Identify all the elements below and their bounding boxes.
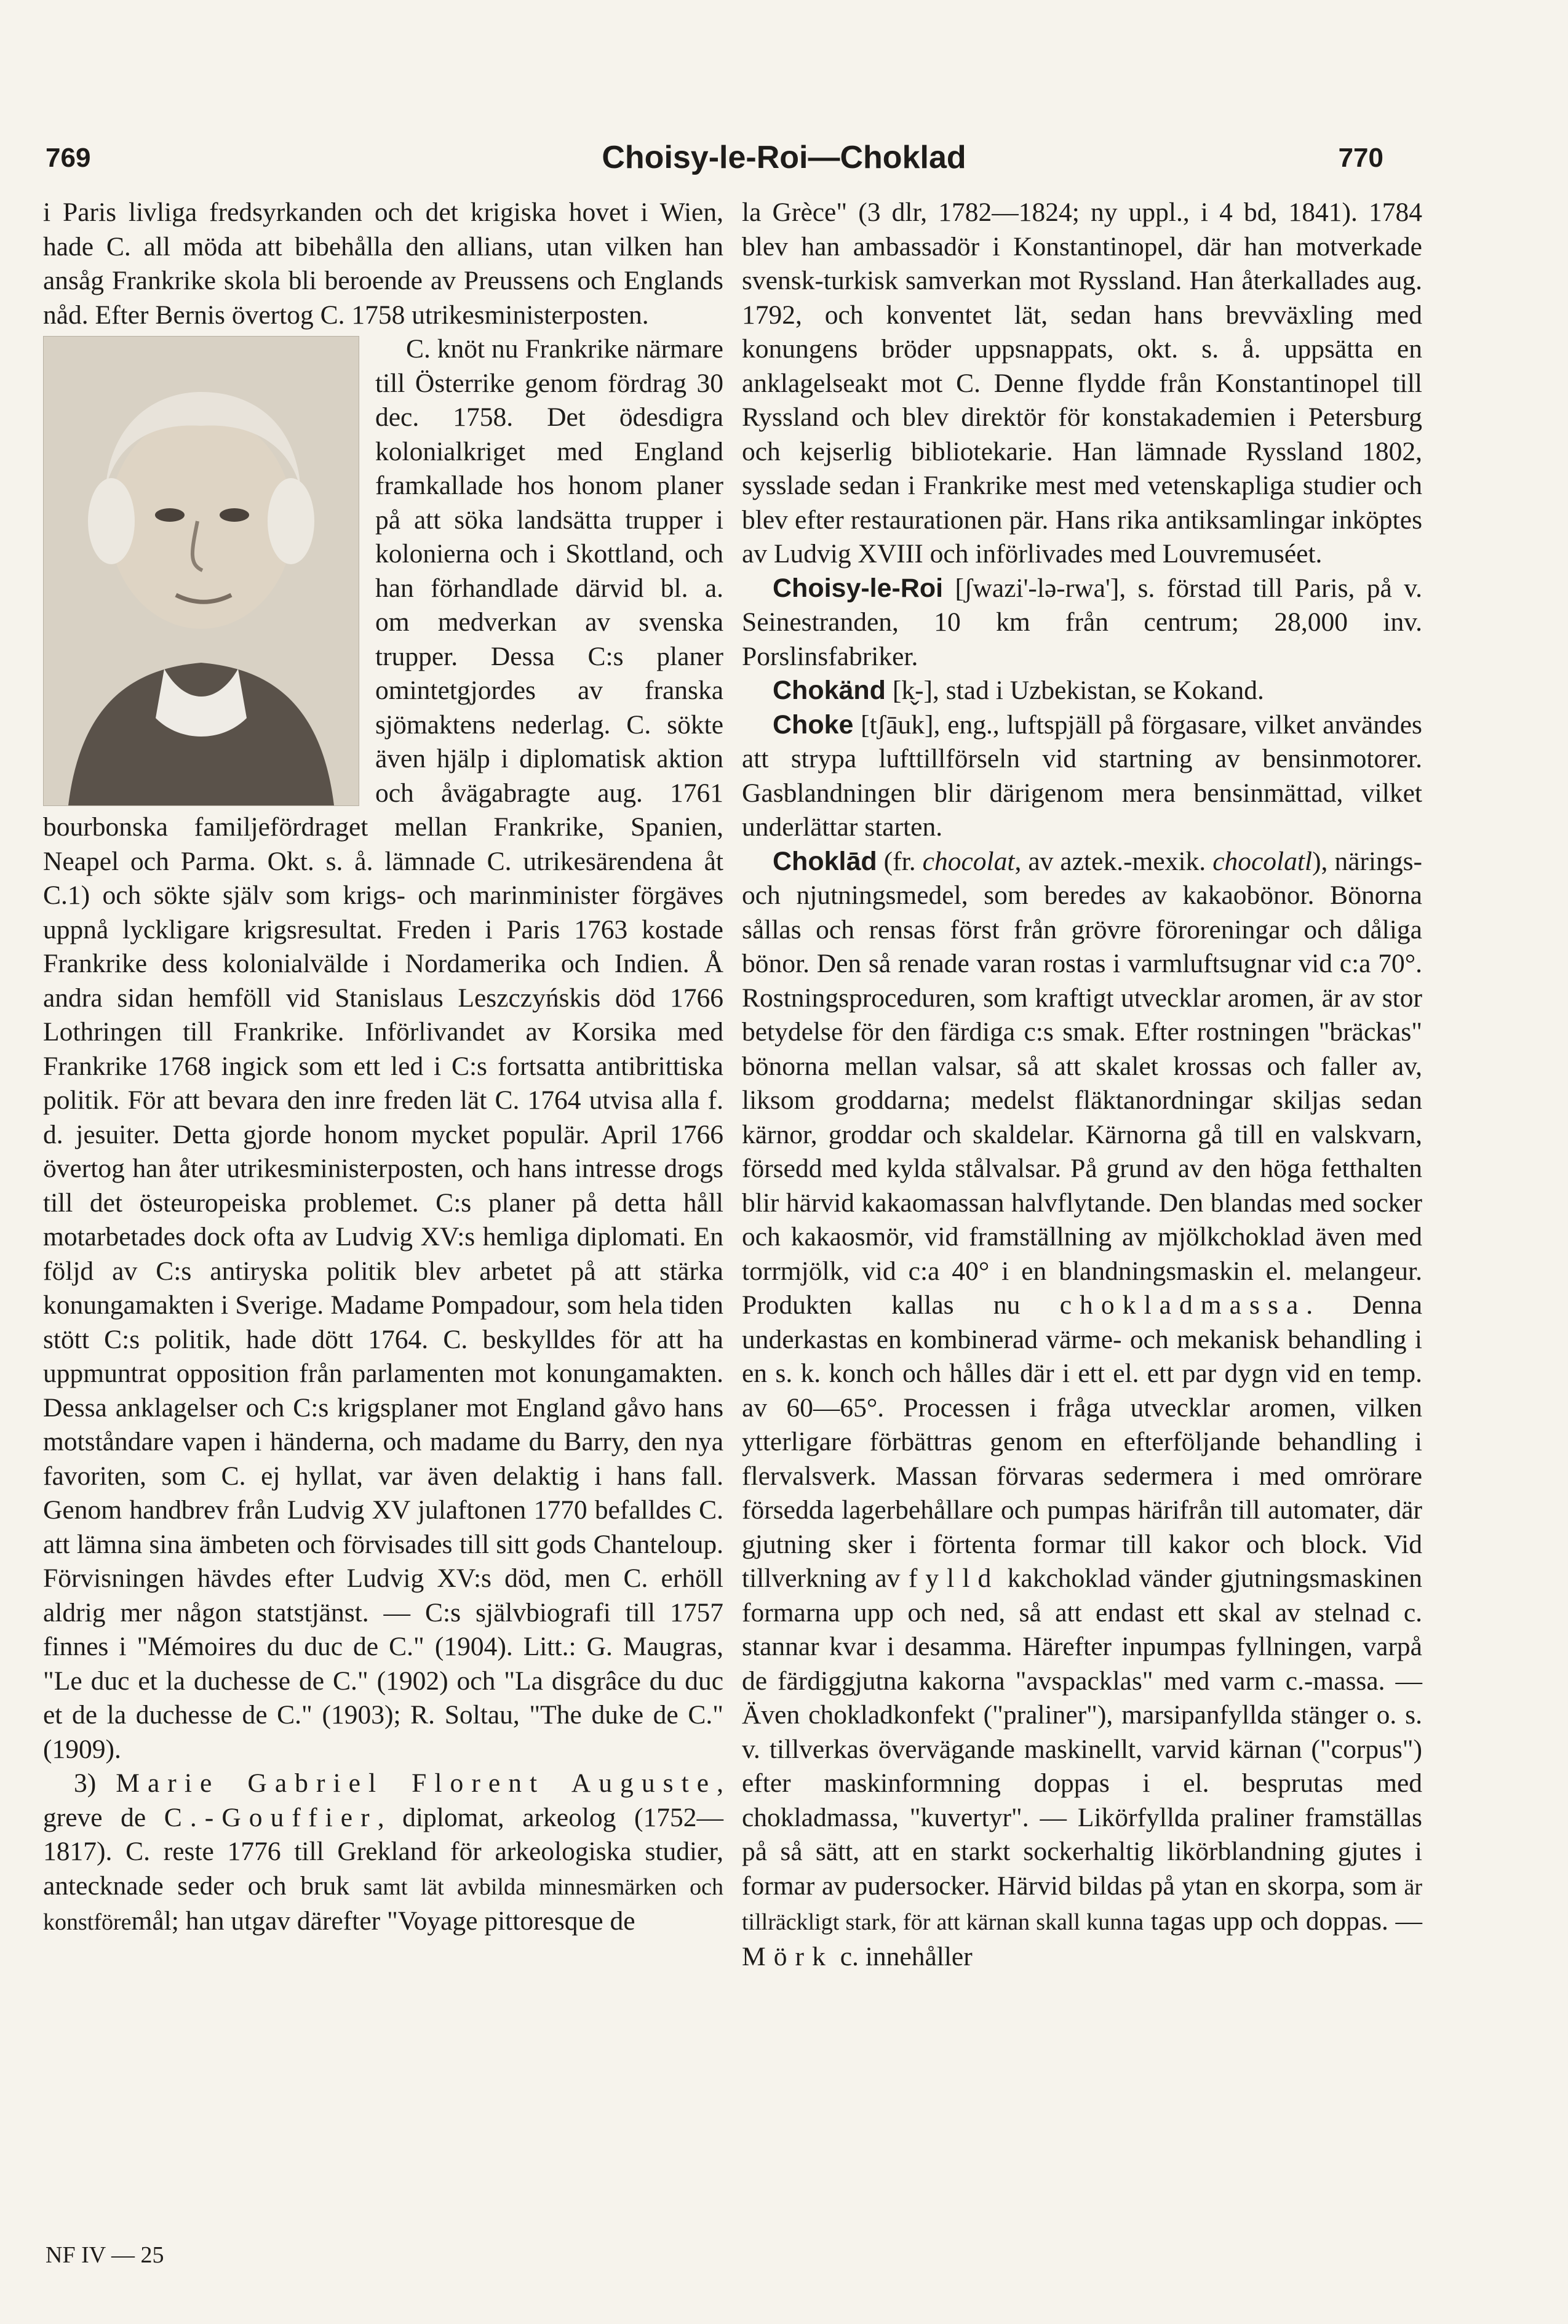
- paragraph-entry-3: [43, 1767, 723, 1940]
- spaced-term: chokladmassa: [1059, 1290, 1307, 1320]
- text: mål; han utgav därefter "Voyage pittoresque de: [131, 1906, 635, 1936]
- paragraph-with-portrait: [43, 332, 723, 1767]
- paragraph-text: C. knöt nu Frankrike närmare till Österrike genom fördrag 30 dec. 1758. Det ödesdigra kolonialkriget med England framkallade hos honom planer på att söka landsätta trupper i kolonierna och i Skottland, och han förhandlade därvid bl. a. om medverkan av svenska trupper. Dessa C:s planer omintetgjordes av franska sjömaktens nederlag. C. sökte även hjälp i diplomatisk aktion och åvägabragte aug. 1761 bourbonska familjefördraget mellan Frankrike, Spanien, Neapel och Parma. Okt. s. å. lämnade C. utrikesärendena åt C.1) och sökte själv som krigs- och marinminister förgäves uppnå lyckligare krigsresultat. Freden i Paris 1763 kostade Frankrike dess kolonialvälde i Nordamerika och Indien. Å andra sidan hemföll vid Stanislaus Leszczyńskis död 1766 Lothringen till Frankrike. Införlivandet av Korsika med Frankrike 1768 ingick som ett led i C:s fortsatta antibrittiska politik. För att bevara den inre freden lät C. 1764 utvisa alla f. d. jesuiter. Detta gjorde honom mycket populär. April 1766 övertog han åter utrikesministerposten, och hans intresse drogs till det östeuropeiska problemet. C:s planer på detta håll motarbetades dock ofta av Ludvig XV:s hemliga diplomati. En följd av C:s antiryska politik blev arbetet på att stärka konungamakten i Sverige. Madame Pompadour, som hela tiden stött C:s politik, hade dött 1764. C. beskylldes för att ha uppmuntrat opposition från parlamenten mot konungamakten. Dessa anklagelser och C:s krigsplaner mot England gåvo hans motståndare vapen i händerna, och madame du Barry, den nya favoriten, som C. ej hyllat, var även delaktig i hans fall. Genom handbrev från Ludvig XV julaftonen 1770 befalldes C. att lämna sina ämbeten och förvisades till sitt gods Chanteloup. Förvisningen hävdes efter Ludvig XV:s död, men C. erhöll aldrig mer någon statstjänst. — C:s självbiografi till 1757 finnes i "Mémoires du duc de C." (1904). Litt.: G. Maugras, "Le duc et la duchesse de C." (1902) och "La disgrâce du duc et de la duchesse de C." (1903); R. Soltau, "The duke de C." (1909).: [43, 334, 723, 1764]
- paragraph: la Grèce" (3 dlr, 1782—1824; ny uppl., i 4 bd, 1841). 1784 blev han ambassadör i Konstantinopel, där han motverkade svensk-turkisk samverkan mot Ryssland. Han återkallades aug. 1792, och konventet lät, sedan hans brevväxling med konungens bröder uppsnappats, okt. s. å. uppsätta en anklagelseakt mot C. Denne flydde från Konstantinopel till Ryssland och blev direktör för konstakademien i Petersburg och kejserlig bibliotekarie. Han lämnade Ryssland 1802, sysslade sedan i Frankrike mest med vetenskapliga studier och blev efter restaurationen pär. Hans rika antiksamlingar inköptes av Ludvig XVIII och införlivades med Louvremuséet.: [742, 198, 1422, 569]
- headword: Choke: [773, 709, 854, 740]
- text: , greve de: [43, 1768, 723, 1832]
- running-head: Choisy-le-Roi—Choklad: [602, 140, 966, 175]
- page-number-left: 769: [46, 143, 91, 173]
- entry-text: (fr.: [877, 846, 923, 876]
- left-column: [43, 196, 723, 1940]
- entry-text: . Denna underkastas en kombinerad värme- och mekanisk behandling i en s. k. konch och hålles där i ett el. ett par dygn vid en temp. av 60—65°. Processen i fråga utvecklar aromen, vilken ytterligare förbättras genom en efterföljande behandling i flervalsverk. Massan förvaras sedermera i med omrörare försedda lagerbehållare och pumpas härifrån till automater, där gjutning sker i förtenta formar till kakor och block. Vid tillverkning av: [742, 1290, 1422, 1593]
- entry-text: , av aztek.-mexik.: [1014, 846, 1213, 876]
- entry-text-italic: chocolat: [922, 846, 1015, 876]
- spaced-term: fylld: [908, 1563, 1000, 1593]
- person-title: C.-Gouffier: [164, 1802, 378, 1832]
- right-column: [742, 196, 1422, 1974]
- entry-choke: [742, 708, 1422, 845]
- paragraph: i Paris livliga fredsyrkanden och det krigiska hovet i Wien, hade C. all möda att bibehålla den allians, utan vilken han ansåg Frankrike skola bli beroende av Preussens och Englands nåd. Efter Bernis övertog C. 1758 utrikesministerposten.: [43, 198, 723, 330]
- entry-choklad: [742, 845, 1422, 1975]
- entry-number: 3): [74, 1768, 116, 1798]
- page-number-right: 770: [1338, 143, 1383, 173]
- text: , diplomat, arkeolog (1752—1817). C. reste 1776 till Grekland för arkeologiska studier, antecknade seder och bruk: [43, 1802, 723, 1901]
- portrait-drawing: [44, 337, 359, 805]
- entry-text: ), närings- och njutningsmedel, som beredes av kakaobönor. Bönorna sållas och rensas först från grövre föroreningar och dåliga bönor. Den så renade varan rostas i varmluftsugnar vid c:a 70°. Rostningsproceduren, som kraftigt utvecklar aromen, är av stor betydelse för den färdiga c:s smak. Efter rostningen "bräckas" bönorna mellan valsar, så att skalet krossas och faller av, liksom groddarna; medelst fläktanordningar skiljas sedan kärnor, groddar och skaldelar. Kärnorna gå till en valskvarn, försedd med kylda stålvalsar. På grund av den höga fetthalten blir härvid kakaomassan halvflytande. Den blandas med socker och kakaosmör, vid framställning av mjölkchoklad även med torrmjölk, vid c:a 40° i en blandningsmaskin el. melangeur. Produkten kallas nu: [742, 846, 1422, 1320]
- portrait-image: [43, 336, 359, 806]
- spaced-term: Mörk: [742, 1941, 834, 1971]
- entry-text-italic: chocolatl: [1212, 846, 1313, 876]
- entry-text: [ʃwazi'-lə-rwa'], s. förstad till Paris, på v. Seinestranden, 10 km från centrum; 28,000 inv. Porslinsfabriker.: [742, 573, 1422, 671]
- entry-text: [tʃāuk], eng., luftspjäll på förgasare, vilket användes att strypa lufttillförseln vid startning av bensinmotorer. Gasblandningen blir därigenom mera bensinmättad, vilket underlättar starten.: [742, 709, 1422, 842]
- headword: Choisy-le-Roi: [773, 573, 944, 603]
- headword: Chokänd: [773, 676, 886, 705]
- entry-text: c. innehåller: [833, 1941, 973, 1971]
- entry-text: kakchoklad vänder gjutningsmaskinen formarna upp och ned, så att endast ett skal av stelnad c. stannar kvar i desamma. Härefter inpumpas fyllningen, varpå de färdiggjutna kakorna "avspacklas" med varm c.-massa. — Även chokladkonfekt ("praliner"), marsipanfyllda stänger o. s. v. tillverkas övervägande maskinellt, varvid kärnan ("corpus") efter maskinformning doppas i el. besprutas med chokladmassa, "kuvertyr". — Likörfyllda praliner framställas på så sätt, att en starkt sockerhaltig likörblandning gjutes i formar av pudersocker. Härvid bildas på ytan en skorpa, som: [742, 1563, 1422, 1901]
- headword: Choklād: [773, 846, 877, 876]
- entry-choisy-le-roi: [742, 572, 1422, 674]
- signature-mark: NF IV — 25: [46, 2242, 164, 2268]
- entry-text-small: är tillräckligt stark, för att kärnan skall kunna: [742, 1874, 1422, 1935]
- person-name: Marie Gabriel Florent Auguste: [116, 1768, 717, 1798]
- entry-chokand: [742, 674, 1422, 708]
- entry-text: [k̬-], stad i Uzbekistan, se Kokand.: [885, 676, 1264, 705]
- entry-text: tagas upp och doppas. —: [1144, 1906, 1422, 1936]
- text-small: samt lät avbilda minnesmärken och konstföre: [43, 1874, 723, 1935]
